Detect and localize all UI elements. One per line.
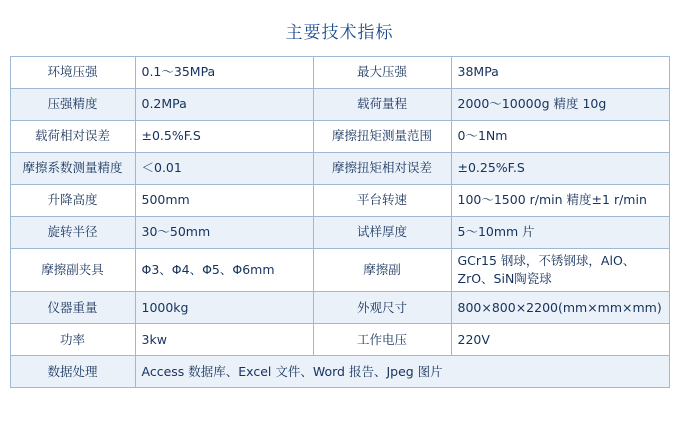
page-title: 主要技术指标 xyxy=(285,23,394,43)
table-row xyxy=(10,121,669,153)
row-value-right: 100～1500 r/min 精度±1 r/min xyxy=(451,185,669,217)
table-row xyxy=(10,89,669,121)
table-row xyxy=(10,292,669,324)
row-value-left: ＜0.01 xyxy=(135,153,313,185)
row-value-right: 0～1Nm xyxy=(451,121,669,153)
row-value-left: 1000kg xyxy=(135,292,313,324)
row-value-left: 500mm xyxy=(135,185,313,217)
table-row-data-processing xyxy=(10,356,669,388)
row-value-right: 38MPa xyxy=(451,57,669,89)
row-label-right: 摩擦扭矩相对误差 xyxy=(313,153,451,185)
row-label-left: 压强精度 xyxy=(10,89,135,121)
row-value-left: 30～50mm xyxy=(135,217,313,249)
row-label-right: 摩擦副 xyxy=(313,249,451,292)
row-value-right: ±0.25%F.S xyxy=(451,153,669,185)
row-value-left: 3kw xyxy=(135,324,313,356)
table-row xyxy=(10,153,669,185)
table-row xyxy=(10,185,669,217)
row-label-right: 工作电压 xyxy=(313,324,451,356)
row-label-left: 功率 xyxy=(10,324,135,356)
row-value-left: 0.1～35MPa xyxy=(135,57,313,89)
row-label-left: 摩擦系数测量精度 xyxy=(10,153,135,185)
row-label-right: 载荷量程 xyxy=(313,89,451,121)
row-value-data-processing: Access 数据库、Excel 文件、Word 报告、Jpeg 图片 xyxy=(135,356,669,388)
row-label-left: 摩擦副夹具 xyxy=(10,249,135,292)
row-label-left: 载荷相对误差 xyxy=(10,121,135,153)
table-row xyxy=(10,217,669,249)
table-row xyxy=(10,57,669,89)
row-label-data-processing: 数据处理 xyxy=(10,356,135,388)
row-value-left: ±0.5%F.S xyxy=(135,121,313,153)
row-value-right: 220V xyxy=(451,324,669,356)
row-label-left: 旋转半径 xyxy=(10,217,135,249)
row-label-right: 外观尺寸 xyxy=(313,292,451,324)
row-label-right: 摩擦扭矩测量范围 xyxy=(313,121,451,153)
row-label-right: 试样厚度 xyxy=(313,217,451,249)
row-label-left: 环境压强 xyxy=(10,57,135,89)
row-value-right: 5～10mm 片 xyxy=(451,217,669,249)
table-body xyxy=(10,57,669,388)
technical-specifications-table xyxy=(10,56,670,388)
row-value-left: 0.2MPa xyxy=(135,89,313,121)
row-label-left: 仪器重量 xyxy=(10,292,135,324)
row-label-left: 升降高度 xyxy=(10,185,135,217)
row-value-right: 2000～10000g 精度 10g xyxy=(451,89,669,121)
row-label-right: 最大压强 xyxy=(313,57,451,89)
table-row xyxy=(10,324,669,356)
row-value-right: GCr15 钢球，不锈钢球，AlO、ZrO、SiN陶瓷球 xyxy=(451,249,669,292)
row-label-right: 平台转速 xyxy=(313,185,451,217)
table-row xyxy=(10,249,669,292)
row-value-right: 800×800×2200(mm×mm×mm) xyxy=(451,292,669,324)
row-value-left: Φ3、Φ4、Φ5、Φ6mm xyxy=(135,249,313,292)
